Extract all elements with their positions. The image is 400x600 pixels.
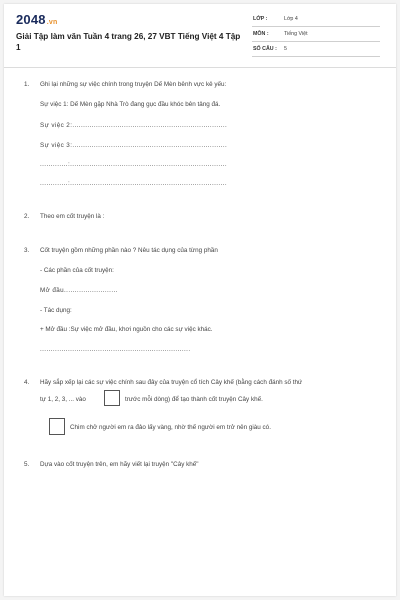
q3-parts-label: - Các phần của cốt truyện: <box>40 267 114 274</box>
meta-question-count <box>252 42 380 57</box>
q1-event-2: Sự việc 2:........................................................................ <box>40 122 228 129</box>
q5-text: Dựa vào cốt truyện trên, em hãy viết lại truyện "Cây khế" <box>40 461 199 468</box>
q4-number: 4. <box>24 379 30 386</box>
q1-event-3: Sự việc 3:........................................................................ <box>40 142 228 149</box>
meta-question-count-value: 5 <box>284 46 287 52</box>
q3-example: + Mở đầu :Sự việc mở đầu, khơi nguồn cho các sự việc khác. <box>40 326 213 333</box>
worksheet-page <box>4 4 396 596</box>
meta-subject <box>252 27 380 42</box>
meta-grade <box>252 12 380 27</box>
meta-question-count-label: SỐ CÂU : <box>253 46 277 52</box>
q2-text: Theo em cốt truyện là : <box>40 213 105 220</box>
q4-option-1-number-input[interactable] <box>49 418 65 435</box>
q1-event-5: .............:......................................................................... <box>40 180 228 187</box>
meta-subject-value: Tiếng Việt <box>284 31 308 37</box>
q4-text-part-b: trước mỗi dòng) để tạo thành cốt truyện Cây khế. <box>125 396 263 403</box>
site-logo[interactable]: 2048.vn <box>16 12 58 27</box>
q4-option-1-text: Chim chở người em ra đảo lấy vàng, nhờ thế người em trở nên giàu có. <box>70 424 271 431</box>
q4-inline-number-box <box>104 390 120 406</box>
q2-number: 2. <box>24 213 30 220</box>
q5-number: 5. <box>24 461 30 468</box>
meta-grade-label: LỚP : <box>253 16 268 22</box>
q1-text: Ghi lại những sự việc chính trong truyện Dế Mèn bênh vực kẻ yếu: <box>40 81 227 88</box>
q3-answer-line: ...................................................................... <box>40 346 191 353</box>
q4-text: Hãy sắp xếp lại các sự việc chính sau đây của truyện cổ tích Cây khế (bằng cách đánh số thứ <box>40 379 303 386</box>
q4-text-part-a: tự 1, 2, 3, ... vào <box>40 396 86 403</box>
q1-event-1: Sự việc 1: Dế Mèn gặp Nhà Trò đang gục đầu khóc bên tảng đá. <box>40 101 221 108</box>
page-title: Giải Tập làm văn Tuần 4 trang 26, 27 VBT Tiếng Việt 4 Tập 1 <box>16 32 241 52</box>
q3-number: 3. <box>24 247 30 254</box>
q3-mo-dau: Mở đầu......................... <box>40 287 118 294</box>
header-divider <box>4 67 396 68</box>
q3-text: Cốt truyện gồm những phần nào ? Nêu tác dụng của từng phần <box>40 247 218 254</box>
q3-effect-label: - Tác dụng: <box>40 307 72 314</box>
meta-subject-label: MÔN : <box>253 31 269 37</box>
q1-event-4: .............:......................................................................... <box>40 161 228 168</box>
q1-number: 1. <box>24 81 30 88</box>
meta-grade-value: Lớp 4 <box>284 16 298 22</box>
